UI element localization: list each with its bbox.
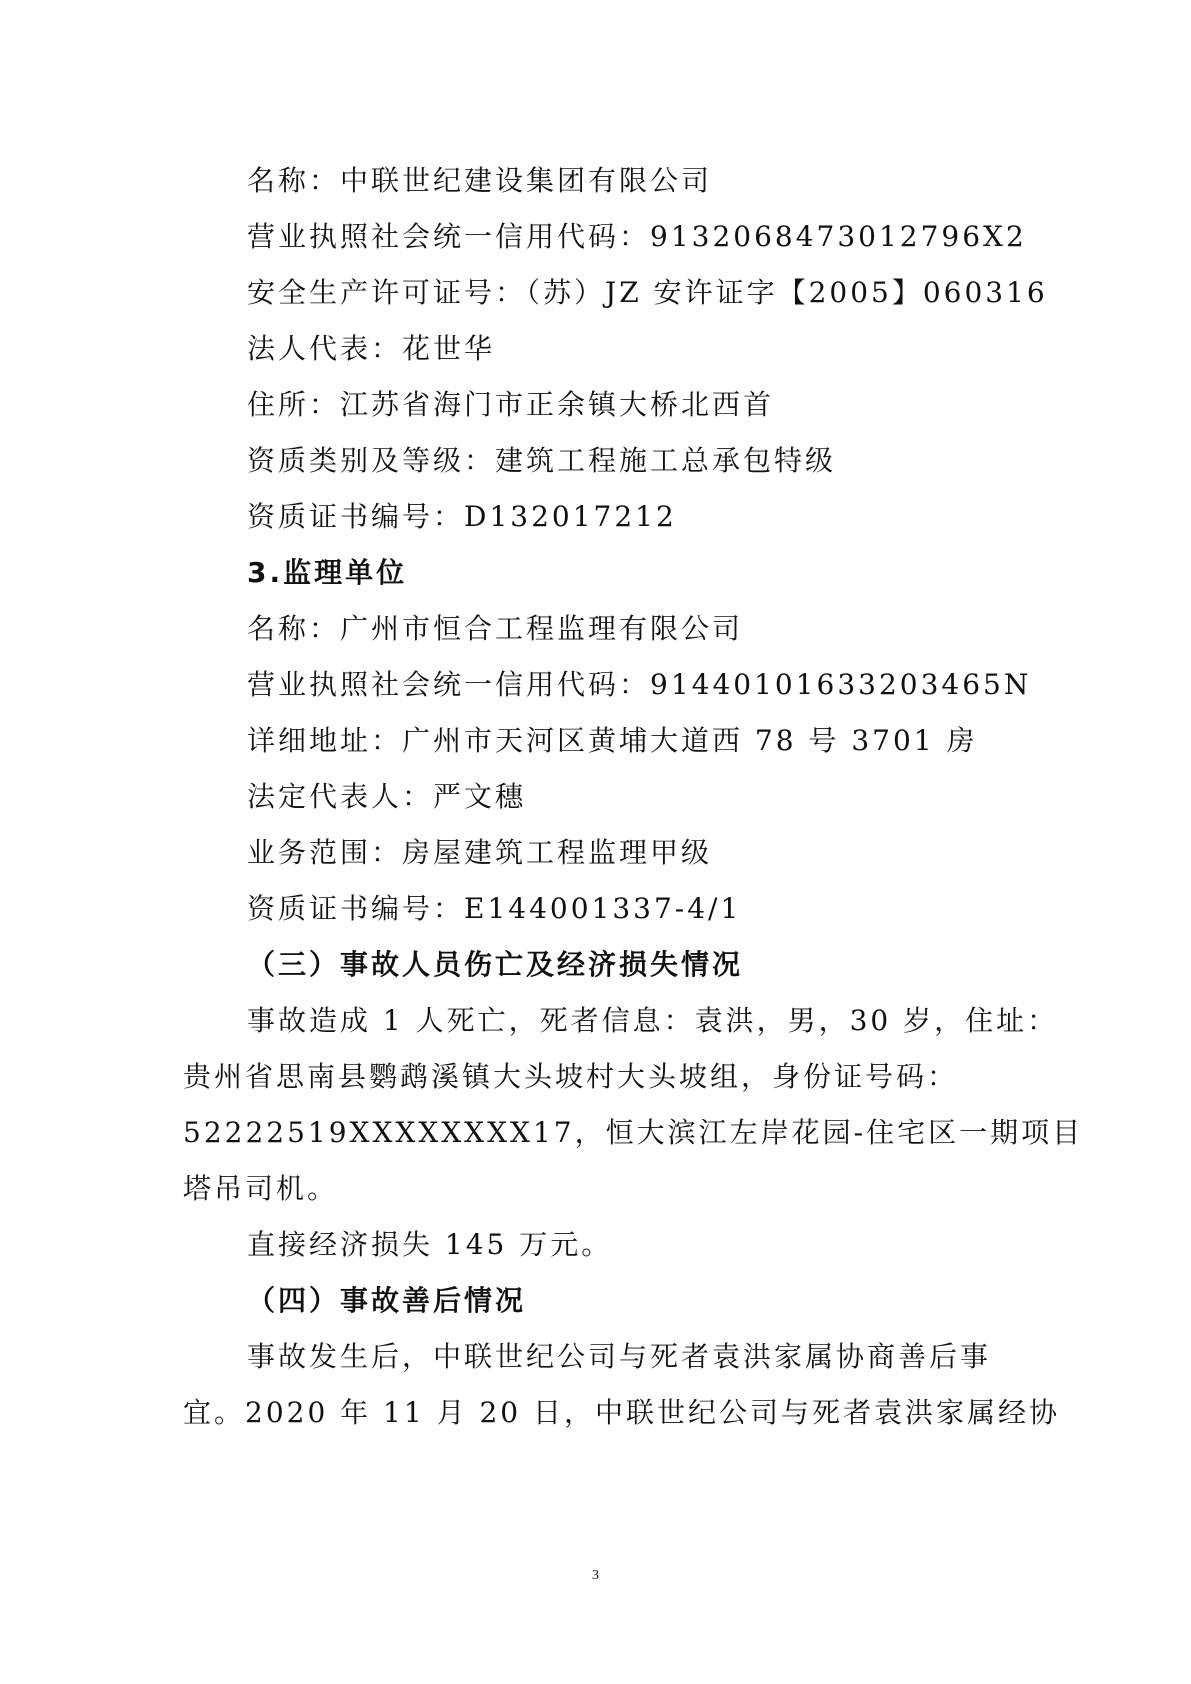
supervision-unit-heading: 3.监理单位 xyxy=(247,556,408,589)
casualties-heading: （三）事故人员伤亡及经济损失情况 xyxy=(247,948,744,981)
casualties-paragraph-line-4: 塔吊司机。 xyxy=(183,1172,339,1205)
supervision-unit-business-scope: 业务范围：房屋建筑工程监理甲级 xyxy=(247,836,713,869)
economic-loss: 直接经济损失 145 万元。 xyxy=(247,1228,613,1261)
supervision-unit-address: 详细地址：广州市天河区黄埔大道西 78 号 3701 房 xyxy=(247,724,978,757)
construction-unit-address: 住所：江苏省海门市正余镇大桥北西首 xyxy=(247,388,775,421)
construction-unit-legal-rep: 法人代表：花世华 xyxy=(247,332,496,365)
supervision-unit-certificate: 资质证书编号：E144001337-4/1 xyxy=(247,892,742,925)
construction-unit-qualification: 资质类别及等级：建筑工程施工总承包特级 xyxy=(247,444,837,477)
aftermath-paragraph-line-1: 事故发生后，中联世纪公司与死者袁洪家属协商善后事 xyxy=(247,1340,992,1373)
casualties-paragraph-line-1: 事故造成 1 人死亡，死者信息：袁洪，男，30 岁，住址： xyxy=(247,1004,1059,1037)
aftermath-heading: （四）事故善后情况 xyxy=(247,1284,527,1317)
casualties-paragraph-line-2: 贵州省思南县鹦鹉溪镇大头坡村大头坡组，身份证号码： xyxy=(183,1060,959,1093)
supervision-unit-credit-code: 营业执照社会统一信用代码：91440101633203465N xyxy=(247,668,1032,701)
construction-unit-name: 名称：中联世纪建设集团有限公司 xyxy=(247,164,713,197)
construction-unit-credit-code: 营业执照社会统一信用代码：9132068473012796X2 xyxy=(247,220,1027,253)
construction-unit-certificate: 资质证书编号：D132017212 xyxy=(247,500,677,533)
page-number: 3 xyxy=(592,1568,599,1583)
supervision-unit-name: 名称：广州市恒合工程监理有限公司 xyxy=(247,612,744,645)
construction-unit-safety-license: 安全生产许可证号：（苏）JZ 安许证字【2005】060316 xyxy=(247,276,1048,309)
supervision-unit-legal-rep: 法定代表人：严文穗 xyxy=(247,780,527,813)
casualties-paragraph-line-3: 52222519XXXXXXXX17，恒大滨江左岸花园-住宅区一期项目 xyxy=(183,1116,1084,1149)
aftermath-paragraph-line-2: 宜。2020 年 11 月 20 日，中联世纪公司与死者袁洪家属经协 xyxy=(183,1396,1061,1429)
